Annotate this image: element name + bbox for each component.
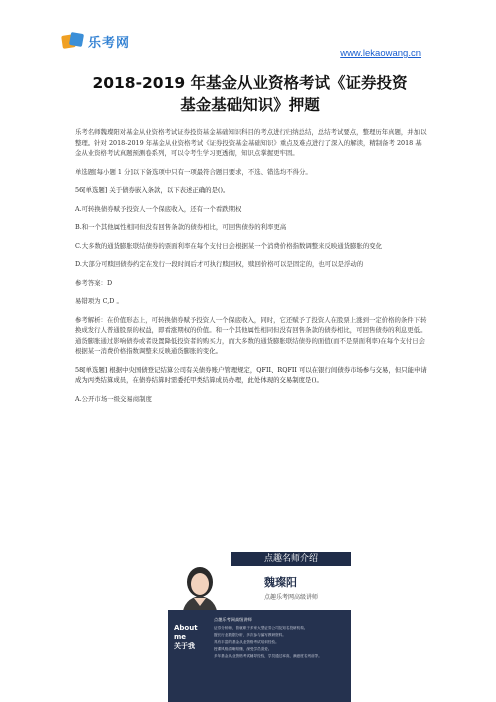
promo-about-panel bbox=[168, 610, 351, 702]
teacher-role: 点趣乐考网高级讲师 bbox=[264, 594, 319, 601]
q56-answer: 参考答案：D bbox=[75, 278, 113, 287]
about-head: 点趣乐考网高级讲师 bbox=[214, 617, 252, 622]
q56-option-a: A.可转换债券赋予投资人一个保底收入，还有一个看跌期权 bbox=[75, 204, 242, 213]
question-56: 56[单选题] 关于债券嵌入条款，以下表述正确的是()。 bbox=[75, 186, 230, 194]
teacher-promo-card bbox=[168, 552, 351, 702]
q56-option-d: D.大部分可赎回债券约定在发行一段时间后才可执行赎回权，赎回价格可以是固定的，也可以是浮动的 bbox=[75, 260, 364, 268]
q56-option-b: B.和一个其他属性相同但没有回售条款的债券相比，可回售债券的利率更高 bbox=[75, 223, 287, 231]
teacher-name: 魏璨阳 bbox=[264, 576, 297, 589]
title-line-2: 基金基础知识》押题 bbox=[180, 96, 320, 114]
about-line: 擅长行业数据分析，多次参与编写教研资料。 bbox=[214, 633, 286, 637]
q58-option-a: A.公开市场一级交易商制度 bbox=[75, 394, 152, 403]
about-line: 证券分析师，曾就职于多家大型证券公司及知名投研机构。 bbox=[214, 626, 308, 630]
about-me-badge bbox=[174, 624, 202, 651]
q56-analysis: 参考解析：在价值形态上，可转换债券赋予投资人一个保底收入，同时，它还赋予了投资人在股票上涨到一定价格的条件下转换成发行人普通股票的权益，即看涨期权的价值。和一个其他属性相同但没有回售条款的债券相比，可回售债券的利息更低。通货膨胀通过影响债券或者设置降低投资者的购买力，而大多数的通货膨胀联结债券的面值(而不是票面利率)在每个支付日会根据某一消费价格指数调整来反映通货膨胀的变化。 bbox=[75, 315, 427, 355]
teacher-portrait-icon bbox=[174, 558, 226, 616]
about-line: 多年基金从业资格考试辅导经验，学员通过率高，满意度名列前茅。 bbox=[214, 654, 322, 658]
q56-option-c: C.大多数的通货膨胀联结债券的票面利率在每个支付日会根据某一个消费价格指数调整来反映通货膨胀的变化 bbox=[75, 241, 383, 250]
about-line: 具有丰富的基金从业资格考试培训经验。 bbox=[214, 640, 279, 644]
promo-top bbox=[168, 552, 351, 610]
title-line-1: 2018-2019 年基金从业资格考试《证券投资 bbox=[92, 74, 408, 92]
page-title bbox=[60, 72, 440, 116]
logo-mark-icon bbox=[62, 33, 84, 51]
intro-paragraph: 乐考名师魏璨阳对基金从业资格考试证券投资基金基础知识科目的考点进行归纳总结，总结考试要点，整理历年真题，并加以整理。针对 2018-2019 年基金从业资格考试《证券投资基金基础知识》重点及难点进行了深入的解读，精制备考 2018 基金从业资格考试真题预测卷系列，可以令考生学习更透彻，知识点掌握更牢固。 bbox=[75, 128, 427, 157]
about-me-en: About me bbox=[174, 624, 198, 641]
question-58: 58[单选题] 根据中央国债登记结算公司有关债券账户管理规定，QFII、RQFII 可以在银行间债券市场参与交易，但只能申请成为丙类结算成员，在债券结算时需委托甲类结算成员办理，此处体现的交易制度是()。 bbox=[75, 365, 427, 384]
site-url-link[interactable]: www.lekaowang.cn bbox=[340, 48, 421, 59]
promo-header: 点趣名师介绍 bbox=[231, 552, 351, 566]
about-line: 授课风格清晰易懂，深受学员喜爱。 bbox=[214, 647, 272, 651]
logo[interactable] bbox=[62, 32, 130, 51]
q56-wrong-items: 易错项为 C,D 。 bbox=[75, 297, 123, 305]
document-body bbox=[75, 127, 427, 412]
logo-text: 乐考网 bbox=[88, 36, 131, 51]
section-note: 单选题[每小题 1 分]以下备选项中只有一项最符合题目要求，不选、错选均不得分。 bbox=[75, 167, 312, 176]
about-list bbox=[214, 616, 346, 660]
about-me-zh: 关于我 bbox=[174, 642, 195, 650]
